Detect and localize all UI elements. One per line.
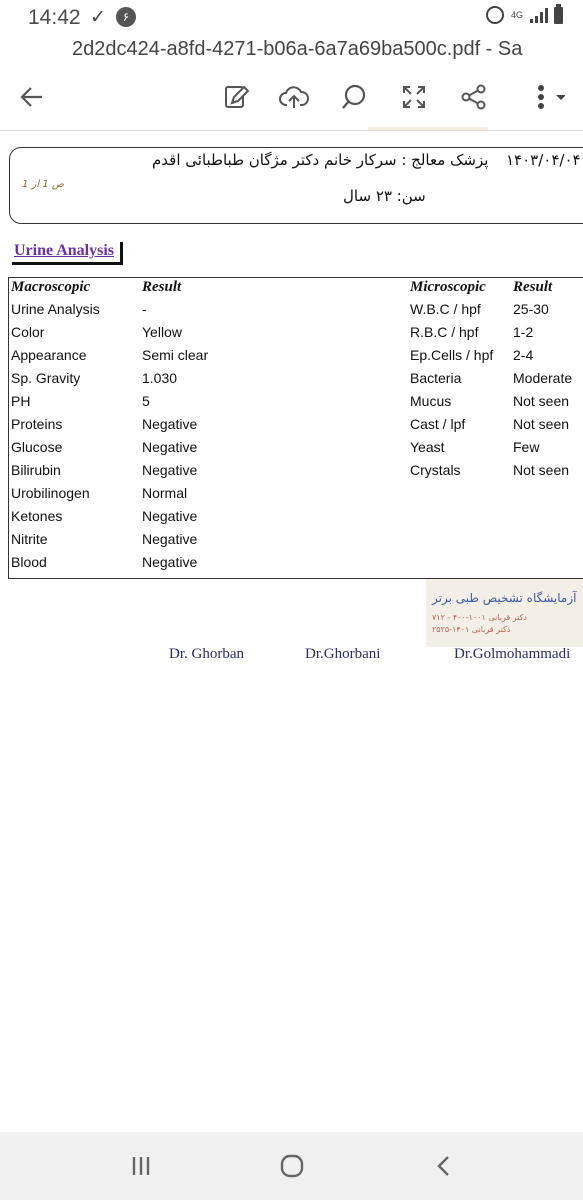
macro-value: Negative bbox=[142, 416, 198, 432]
pdf-page[interactable] bbox=[0, 131, 583, 1121]
macro-name: Urine Analysis bbox=[11, 301, 100, 317]
macroscopic-header: Macroscopic bbox=[11, 279, 91, 295]
report-date: ۱۴۰۳/۰۴/۰۴ bbox=[506, 151, 581, 169]
macro-name: Appearance bbox=[11, 347, 87, 363]
fullscreen-button[interactable] bbox=[392, 72, 436, 122]
microscopic-header: Microscopic bbox=[410, 279, 486, 295]
home-icon bbox=[279, 1153, 305, 1179]
micro-value: Not seen bbox=[513, 416, 570, 432]
macro-name: Bilirubin bbox=[11, 462, 61, 478]
micro-name: Cast / lpf bbox=[410, 416, 466, 432]
more-icon bbox=[525, 83, 565, 111]
battery-icon bbox=[554, 7, 563, 24]
letterhead-remnant bbox=[368, 127, 488, 131]
macro-value: 5 bbox=[142, 393, 150, 409]
more-menu-button[interactable] bbox=[520, 72, 570, 122]
notification-badge: ۶ bbox=[116, 7, 136, 27]
back-arrow-icon bbox=[18, 83, 46, 111]
edit-button[interactable] bbox=[214, 72, 258, 122]
system-nav-bar bbox=[0, 1132, 583, 1200]
micro-value: Not seen bbox=[513, 393, 570, 409]
micro-name: Crystals bbox=[410, 462, 461, 478]
stamp-line: دکتر قربانی ۱۰۰۱-۴۰۰ - ۷۱۲ bbox=[432, 613, 527, 622]
micro-name: W.B.C / hpf bbox=[410, 301, 481, 317]
macro-name: Ketones bbox=[11, 508, 63, 524]
edit-icon bbox=[222, 83, 250, 111]
patient-age: سن: ۲۳ سال bbox=[343, 187, 426, 205]
alarm-icon bbox=[486, 6, 504, 24]
macro-value: Negative bbox=[142, 508, 198, 524]
document-title: 2d2dc424-a8fd-4271-b06a-6a7a69ba500c.pdf - Sa bbox=[72, 38, 523, 60]
stamp-title: آزمایشگاه تشخیص طبی برتر bbox=[432, 591, 577, 605]
micro-name: Yeast bbox=[410, 439, 445, 455]
status-time: 14:42 bbox=[28, 6, 81, 29]
lab-stamp bbox=[426, 579, 583, 647]
signature-name: Dr.Ghorbani bbox=[305, 646, 381, 662]
result-header-right: Result bbox=[513, 279, 553, 295]
macro-value: - bbox=[142, 301, 147, 317]
micro-name: Mucus bbox=[410, 393, 452, 409]
macro-value: Normal bbox=[142, 485, 188, 501]
macro-name: Sp. Gravity bbox=[11, 370, 81, 386]
micro-value: 2-4 bbox=[513, 347, 534, 363]
macro-value: Negative bbox=[142, 439, 198, 455]
macro-value: Negative bbox=[142, 462, 198, 478]
micro-name: R.B.C / hpf bbox=[410, 324, 479, 340]
home-button[interactable] bbox=[270, 1146, 314, 1186]
micro-value: 25-30 bbox=[513, 301, 549, 317]
signal-icon bbox=[530, 7, 548, 23]
result-header-left: Result bbox=[142, 279, 182, 295]
macro-name: Proteins bbox=[11, 416, 63, 432]
status-icons bbox=[486, 6, 563, 24]
back-button[interactable] bbox=[10, 72, 54, 122]
macro-name: Glucose bbox=[11, 439, 63, 455]
macro-name: PH bbox=[11, 393, 31, 409]
signature-name: Dr.Golmohammadi bbox=[454, 646, 571, 662]
share-icon bbox=[460, 83, 488, 111]
micro-value: Not seen bbox=[513, 462, 570, 478]
back-nav-button[interactable] bbox=[422, 1146, 466, 1186]
referring-doctor: پزشک معالج : سرکار خانم دکتر مژگان طباطبائی اقدم bbox=[152, 151, 489, 169]
macro-name: Urobilinogen bbox=[11, 485, 90, 501]
recent-apps-button[interactable] bbox=[119, 1146, 163, 1186]
stamp-line: دکتر قربانی ۱۴۰۱-۲۵۲۵ bbox=[432, 625, 511, 634]
macro-value: 1.030 bbox=[142, 370, 178, 386]
fullscreen-icon bbox=[400, 83, 428, 111]
macro-value: Negative bbox=[142, 554, 198, 570]
status-bar bbox=[0, 0, 583, 34]
share-button[interactable] bbox=[452, 72, 496, 122]
micro-value: 1-2 bbox=[513, 324, 534, 340]
micro-value: Moderate bbox=[513, 370, 573, 386]
results-table bbox=[8, 277, 583, 579]
macro-name: Nitrite bbox=[11, 531, 48, 547]
macro-name: Color bbox=[11, 324, 45, 340]
recent-apps-icon bbox=[129, 1154, 153, 1178]
micro-value: Few bbox=[513, 439, 540, 455]
download-check-icon: ✓ bbox=[90, 7, 106, 28]
macro-name: Blood bbox=[11, 554, 47, 570]
macro-value: Yellow bbox=[142, 324, 182, 340]
macro-value: Semi clear bbox=[142, 347, 209, 363]
micro-name: Ep.Cells / hpf bbox=[410, 347, 494, 363]
cloud-upload-icon bbox=[279, 83, 309, 111]
section-title: Urine Analysis bbox=[12, 242, 123, 265]
toolbar bbox=[0, 72, 583, 126]
page-indicator: ص 1 از 1 bbox=[22, 179, 64, 190]
cloud-upload-button[interactable] bbox=[272, 72, 316, 122]
macro-value: Negative bbox=[142, 531, 198, 547]
micro-name: Bacteria bbox=[410, 370, 462, 386]
signature-name: Dr. Ghorban bbox=[169, 646, 244, 662]
back-icon bbox=[432, 1154, 456, 1178]
search-button[interactable] bbox=[332, 72, 376, 122]
search-icon bbox=[340, 83, 368, 111]
network-type: 4G bbox=[510, 9, 523, 20]
